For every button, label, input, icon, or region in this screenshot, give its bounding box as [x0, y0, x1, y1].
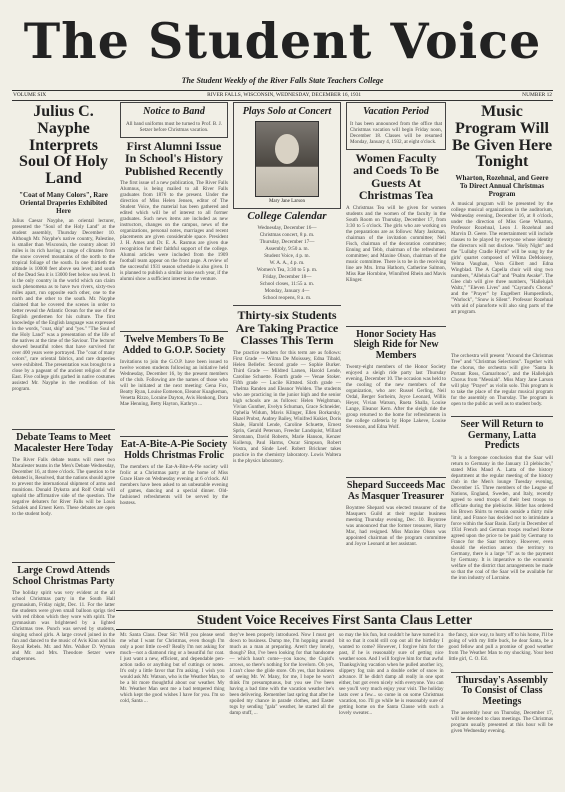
practice-headline: Thirty-six Students Are Taking Practice Classes This Term [235, 308, 339, 348]
vacation-article: It has been announced from the office that Christmas vacation will begin Friday noon, December 18. Classes will be resumed Monday, January 4, 1932, at eight o'clock. [350, 120, 442, 145]
pie-society-headline: Eat-A-Bite-A-Pie Society Holds Christmas Frolic [120, 439, 228, 461]
divider [12, 562, 115, 563]
calendar-entry: Assembly, 9:50 a. m. [265, 246, 309, 253]
assembly-article: The assembly hour on Thursday, December 17, will be devoted to class meetings. The Christmas program usually presented at this hour will be given Wednesday evening. [451, 710, 553, 735]
alumni-article: The first issue of a new publication, The River Falls Alumnus, is being mailed to all River Falls graduates from 1876 to the present. Under the direction of Miss Helen Jensen, editor of The Student Voice, the material has been gathered and edited which will be of interest to all former graduates. Such news items are included as new instructors, changes on the campus, news of the organizations, personal notes, marriages and recent placements are given considerable space. President J. H. Ames and Dr. E. A. Rasmus are given due recognition for their faithful support of the college. Alumni articles were included from the 1909 football team appear on the front page. A review of the successful 1931 season schedule is also given. It is planned to publish a similar issue each year, if the alumni show a sufficient interest in the venture. [120, 180, 228, 283]
calendar-entry: Student Voice, 4 p. m. [264, 253, 310, 260]
photo-caption: Mary Jane Larson [268, 198, 306, 204]
letter-column-a: Mr. Santa Claus. Dear Sir: Will you please send me what I want for Christmas, even though I'm only a poor little co-ed? Really I'm not asking for much—not a diamond ring or a beautiful fur coat. I just want a new, efficient, and dependable pen-action radio or anything but of cuttings or notes. It's only a little favor that I'm asking. I wish you would ask Mr. Watson, who is the Weather Man, to be a bit more thoughtful about our weather. My Mr. Weather Man sent me a bad tempered thing which kept the good wishes I have for you. I'm so cold, Santa ... [120, 632, 225, 704]
vacation-headline: Vacation Period [363, 106, 429, 117]
santa-letter-banner: Student Voice Receives First Santa Claus Letter [116, 610, 553, 630]
column-4 [346, 102, 446, 607]
newspaper-page [12, 14, 553, 782]
divider [120, 436, 228, 437]
notice-headline: Notice to Band [143, 106, 205, 117]
volume-label: VOLUME SIX [13, 92, 47, 98]
column-1 [12, 102, 115, 663]
gop-headline: Twelve Members To Be Added to G.O.P. Society [122, 334, 226, 356]
saar-headline: Seer Will Return to Germany, Latta Predicts [460, 419, 544, 452]
debate-article: The River Falls debate teams will meet two Macalester teams in the Men's Debate Wednesday, December 16, at three o'clock. The question to be debated is, Resolved, that the nations should agree to prevent the international shipment of arms and munitions. Donald Dykstra and Rolf Ordal will uphold the affirmative side of the question. The negative debaters for River Falls will be Louis Schalek and Ernest Kern. These debates are open to the student body. [12, 457, 115, 518]
divider [346, 326, 446, 327]
portrait-photo [255, 121, 319, 197]
music-article-continued: The orchestra will present "Around the Christmas Tree" and "Christmas Selections". Together with the chorus, the orchestra will give "Santa Is Portant Ross, Gamaritono", and the Hallelujah Chorus from "Messiah". Miss Mary Jane Larson will play "Prayer" as violin solo. This program is to take the place of the regular musical program for the assembly on Thursday. The program is open to the public as well as to student body. [451, 353, 553, 408]
photo-box [233, 102, 341, 209]
saar-article: "It is a foregone conclusion that the Saar will return to Germany in the January 13 plebiscite," stated Miss Maud A. Latta of the history department at the regular meeting of the history club in the Men's lounge Tuesday evening, December 15. Three members of the League of Nations, England, Sweden, and Italy, recently agreed to send troops of their best troops to officiate during the plebiscite. Hitler has ordered his Brown Shirts to remain outside a thirty mile limit, and France has decided not to intimidate a force within the Saar Basin. Early in December of 1934 French and German troops reached Rome agreed upon the price to be paid by Germany to France for the Saar territory. However, even should the election annex the territory to Germany, there is a large "if" as to the payment by Germany. It is imperative to the economic welfare of the district that arrangements be made so that the coal of the Saar will be available for the iron industry of Lorraine. [451, 454, 553, 581]
divider [451, 416, 553, 417]
calendar-entry: Women's Tea, 3:30 to 5 p. m. [256, 267, 318, 274]
music-headline: Music Program Will Be Given Here Tonight [451, 103, 553, 171]
calendar-entry: School closes, 11:55 a. m. [259, 281, 315, 288]
party-article: The holiday spirit was very evident at the all school Christmas party in the South Hall gymnasium, Friday night, Dec. 11. For the latter the students were given small balloon sprigs tied with red ribbon which they wore with spirit. The gymnasium was brightened by a lighted Christmas tree. Punch was served by students, singing school girls. A large crowd joined in the fun and danced to the music of Avis Kinn and his Royal Rebels. Mr. and Mrs. Walker D. Wyman and Mr. and Mrs. Theodore Setzer were chaperones. [12, 590, 115, 663]
calendar-title: College Calendar [247, 209, 327, 222]
issue-number: NUMBER 12 [522, 92, 552, 98]
tagline: The Student Weekly of the River Falls State Teachers College [181, 76, 384, 85]
tea-article: A Christmas Tea will be given for women students and the women of the faculty in the South Room on Thursday, December 17, from 3:30 to 5 o'clock. The girls who are working on the preparations are as follows: Mary Jaskman, chairman of the invitation committee; Nell Fisch, chairman of the decoration committee; Enning and Tebb, chairman of the refreshment committee; and Maxine Olson, chairman of the music committee. There is to be in the receiving line are Mrs. Irma Hathorn, Catherine Salmon, Miss Rae Hornbine, Winnifred Rhein and Mavis Klinger. [346, 204, 446, 283]
divider [346, 477, 446, 478]
nayphe-headline: Julius C. Nayphe Interprets Soul Of Holy Land [19, 103, 108, 188]
masthead [12, 14, 553, 76]
music-subhead: Wharton, Rozehnal, and Geere To Direct Annual Christmas Program [455, 174, 549, 199]
calendar-entry: Monday, January 4— [264, 288, 310, 295]
nayphe-article: Julius Caesar Nayphe, an oriental lecturer, presented the "Soul of the Holy Land" at the student assembly, Thursday December 10. Although Mr. Nayphe's native country, Palestine, is smaller than Wisconsin, the country about 10 miles is its rich having a range of climates from the snow covered mountains of the north to the tropical foliage of the south. In one thirtieth the altitude is 10000 feet above sea level; and south of the Dead Sea it is 13000 feet below sea level. It is the only country in the world which can claim such phenomena as to have two rivers, sixty-two miles apart, run opposite each other, one to the north and the other to the south. Mr. Nayphe claimed that he covered the scenes in order to better reveal the Atlantic Ocean for the use of the English gentlemen for his culture. The first knowledge of the English language was expressed in the words, "coat, ship" and "yes." "The Soul of the Holy Land" was a presentation of the life of the natives at the time of the Saviour. The lecturer showed beautiful robes that have survived for over 400 years were portrayed. The "coat of many colors", rare oriental fabrics, and rare draperies were exhibited. The presentation was brought to a close by a pageant of the ancient religion of the East. Five college girls garbed in native costumes assisted Mr. Nayphe in the rendition of his program. [12, 218, 115, 393]
notice-box [120, 102, 228, 138]
masquer-headline: Shepard Succeeds Mac As Masquer Treasurer [346, 480, 446, 502]
calendar-entry: Wednesday, December 16— [257, 225, 317, 232]
dateline: RIVER FALLS, WISCONSIN, WEDNESDAY, DECEMBER 16, 1931 [207, 92, 362, 98]
column-3 [233, 102, 341, 607]
letter-column-d: the fancy, nice way, to hurry off to his home, I'll be going of with my little buck, he dear Santa, be a good fellow and pull a promise of good weather from The Weather Man to my shocking. Your best little girl, C. O. Ed. [448, 632, 553, 662]
music-article: A musical program will be presented by the college musical organizations in the auditorium, Wednesday evening, December 16, at 8 o'clock, under the direction of Miss Gene Wharton, Professor Rozehnal, Leon J. Rozehnal and Marvin D. Geere. The entertainment will include classes to be played by everyone whose identity the directors will not disclose. "Holy Night" and the "Lullaby Cradle Hymn" will be sung by the girls' quartet composed of Wilma DeMoissey, Velma Vaughan, Vera Gilbert and Edna Wingblad. The A Capella choir will sing two numbers, "Alleluia Gal" and "Psalm Awake". The Glee club will give three numbers, "Hallelujah Waltz," "Eleven Lives" and "Cayrand's Chorus" and the "Prayer" by Engelbert Humperdinck, "Warlock", "Snow is Silent". Professor Rozehnal with aid of pianoforte will also sing parts of the art program. [451, 201, 553, 316]
newspaper-title: The Student Voice [23, 12, 542, 70]
vacation-box [346, 102, 446, 150]
sleigh-headline: Honor Society Has Sleigh Ride for New Members [353, 328, 439, 361]
alumni-headline: First Alumni Issue In School's History Published Recently [124, 138, 224, 178]
letter-column-b: they've been properly introduced. Now I must get down to business. Dump me, I'm hopping around much as a man at preparing. Aren't they lonely, though? But, I've been looking for that handsome— which hasn't come—you know, the Cupid's arrows, so there's nothing for the lovelorn. Oh yes, I can't close the glide store. Oh yes, that business of seeing Mr. W. Many, for me, I hope he won't think I'm presumptuous, but you see I've been having a bad time with the vacation weather he's been delivering. Remember last spring that after he spoiled my chance in parade clothes, and Easter togs by sending "gala" weather, he started all the damp stuff, ... [229, 632, 334, 716]
calendar-entry: W. A. A., 4 p. m. [269, 260, 305, 267]
notice-article: All band uniforms must be turned to Prof. B. J. Setzer before Christmas vacation. [126, 120, 222, 133]
calendar-entry: Thursday, December 17— [259, 239, 315, 246]
calendar-entry: Christmas concert, 8 p. m. [259, 232, 315, 239]
party-headline: Large Crowd Attends School Christmas Party [12, 565, 115, 587]
college-calendar [233, 211, 341, 303]
divider [233, 305, 341, 306]
calendar-entry: School reopens, 8 a. m. [262, 295, 312, 302]
sleigh-article: Twenty-eight members of the Honor Society enjoyed a sleigh ride party last Thursday evening, December 10. The occasion was held to the cooling of the new members of the organization, who are: Russel Gerling, Neil Ordal, Berger Sorheim, Joyce Leonard, Willis Heyer, Vivian Watson, Rueta Shalla, Louise Lange, Eleanor Kern. After the sleigh ride the group returned to the home for refreshments in the college cafeteria by Hope Lakeve, Louise Sveenson, and Edna Wolf. [346, 364, 446, 431]
divider [120, 331, 228, 332]
assembly-headline: Thursday's Assembly To Consist of Class Meetings [456, 674, 548, 707]
nayphe-subhead: "Coat of Many Colors", Rare Oriental Draperies Exhibited Here [19, 190, 108, 216]
gop-article: Invitations to join the G.O.P. have been issued to twelve women students following an initiative held Wednesday, December 16, by the present members of the club. Following are the names of those who will be initiated at the next meeting: Gena Fox, Beatty Ryan, Louise Eomenon, Eleanor Kuagkeman, Venetta Rizzo, Loraine Dayton, Avis Honkong, Dora Mae Henning, Betty Hayton, Kathryn ... [120, 359, 228, 408]
letter-column-c: so may the his fun, but couldn't he have turned it a bit so that it could still cop out all the birthday I wanted to come? However, I forgive him for the past, if he is reasonably sure of getting nice weather soon. And I will forgive him for that awful Thanksgiving vacation when he pulled another icy, slippery fog rain and a double order of snow in advance. If he didn't damp all really in one spot either, but got even nicely with everyone. You can see you'll very much enjoy your visit. The holiday lasts over a few... so come in on some Christmas vacation, too. I'll go while he is reasonably sure of getting home on the Santa Clause with such a lovely sweater... [339, 632, 444, 716]
santa-letter [120, 632, 553, 774]
masquer-article: Boyntree Shepard was elected treasurer of the Masquers Guild at their regular business meeting Thursday evening, Dec. 10. Boyntree was announced that the former treasurer, Harry Mac, had resigned. Miss Maxine Olson was appointed chairman of the program committee and Joyce Leonard at her assistant. [346, 505, 446, 548]
debate-headline: Debate Teams to Meet Macalester Here Today [13, 432, 114, 454]
column-2 [120, 102, 228, 607]
divider [12, 429, 115, 430]
photo-headline: Plays Solo at Concert [242, 106, 332, 117]
dateline-bar [12, 90, 553, 101]
calendar-entry: Friday, December 18— [262, 274, 312, 281]
calendar-list [233, 225, 341, 302]
pie-society-article: The members of the Eat-A-Bite-A-Pie society will frolic at a Christmas party at the home of Miss Grace Hare on Wednesday evening at 6 o'clock. All members have been asked to an unbeatable evening of games, dancing and a special dinner. Old-fashioned refreshments will be served by the hostess. [120, 464, 228, 507]
tea-headline: Women Faculty and Coeds To Be Guests At Christmas Tea [353, 150, 439, 203]
practice-article: The practice teachers for this term are as follows: First Grade — Wilma De Moisssey, Edna Tibald, Helen Bellefer. Second grade — Sophie Burker. Third Grade — Mildred Larsen, Harold Lende, Caroline Schuette. Fourth grade — Venae Stoker. Fifth grade — Lucile Kittsted. Sixth grade — Thelma Randen and Eleanor Wolden. The students who are practicing in the junior high and the senior high schools are as follows: Helen Weightman, Vivian Gunther, Evelyn Schuman, Grace Schneider, Ophelia Widum, Mavis Klinger, Ellen Borkarsky, Hazel Probst, Audrey Bailey, Winifred Kukiet, Doris Shale, Harold Lende, Caroline Schuette, Ernest Sprin, Gerald Peterson, Freedor Landquist, Willard Stromann, David Roberts, Marie Hanson, Kenzer Kollerup, Paul Harms, Oscar Simpson, Robert Vostra, and Sinde Leef. Robert Brickner takes practice in the chemistry laboratory. Lowis Waltera is the physics laboratory. [233, 349, 341, 464]
